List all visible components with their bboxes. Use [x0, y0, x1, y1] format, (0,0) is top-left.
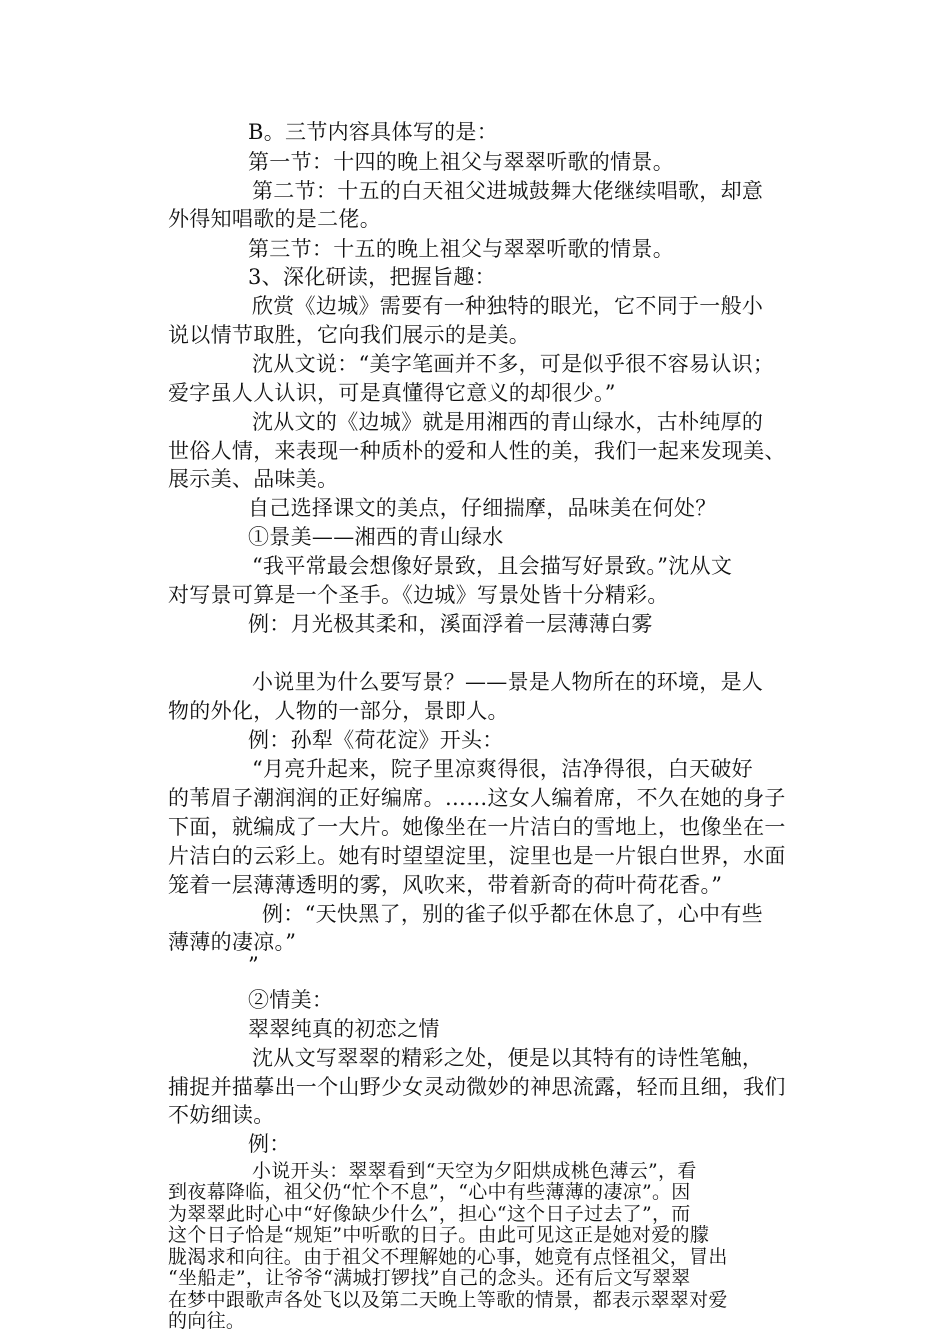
text-line: 第二节：十五的白天祖父进城鼓舞大佬继续唱歌，却意 [252, 179, 764, 203]
text-line: ①景美——湘西的青山绿水 [248, 525, 504, 549]
text-line: 这个日子恰是“规矩”中听歌的日子。由此可见这正是她对爱的朦 [168, 1224, 710, 1247]
text-line: “坐船走”，让爷爷“满城打锣找”自己的念头。还有后文写翠翠 [168, 1267, 691, 1290]
text-line: 外得知唱歌的是二佬。 [168, 207, 381, 231]
text-line: 的苇眉子潮润润的正好编席。……这女人编着席，不久在她的身子 [168, 786, 786, 810]
text-line: 小说里为什么要写景？——景是人物所在的环境，是人 [252, 670, 764, 694]
text-line: 第一节：十四的晚上祖父与翠翠听歌的情景。 [248, 150, 674, 174]
text-line: ” [248, 953, 260, 977]
text-line: 对写景可算是一个圣手。《边城》写景处皆十分精彩。 [168, 583, 669, 607]
text-line: 自己选择课文的美点，仔细揣摩，品味美在何处？ [248, 496, 717, 520]
text-line: 第三节：十五的晚上祖父与翠翠听歌的情景。 [248, 237, 674, 261]
text-line: 在梦中跟歌声各处飞以及第二天晚上等歌的情景，都表示翠翠对爱 [168, 1288, 728, 1311]
text-line: 胧渴求和向往。由于祖父不理解她的心事，她竟有点怪祖父，冒出 [168, 1245, 728, 1268]
text-line: 欣赏《边城》需要有一种独特的眼光，它不同于一般小 [252, 294, 764, 318]
text-line: 例：孙犁《荷花淀》开头： [248, 728, 504, 752]
text-line: 爱字虽人人认识，可是真懂得它意义的却很少。” [168, 381, 616, 405]
text-line: 捕捉并描摹出一个山野少女灵动微妙的神思流露，轻而且细，我们 [168, 1075, 786, 1099]
text-line: “月亮升起来，院子里凉爽得很，洁净得很，白天破好 [252, 757, 753, 781]
text-line: 片洁白的云彩上。她有时望望淀里，淀里也是一片银白世界，水面 [168, 844, 786, 868]
text-line: 展示美、品味美。 [168, 467, 339, 491]
text-line: 下面，就编成了一大片。她像坐在一片洁白的雪地上，也像坐在一 [168, 815, 786, 839]
text-line: 例：月光极其柔和，溪面浮着一层薄薄白雾 [248, 612, 653, 636]
text-line: ②情美： [248, 988, 334, 1012]
text-line: 小说开头：翠翠看到“天空为夕阳烘成桃色薄云”，看 [252, 1160, 697, 1182]
text-line: 为翠翠此时心中“好像缺少什么”，担心“这个日子过去了”，而 [168, 1202, 691, 1225]
text-line: 笼着一层薄薄透明的雾，风吹来，带着新奇的荷叶荷花香。” [168, 873, 723, 897]
text-line: 到夜幕降临，祖父仍“忙个不息”，“心中有些薄薄的凄凉”。因 [168, 1181, 691, 1204]
text-line: 不妨细读。 [168, 1103, 275, 1127]
text-line: 3、深化研读，把握旨趣： [248, 265, 496, 289]
text-line: 例：“天快黑了，别的雀子似乎都在休息了，心中有些 [262, 902, 763, 926]
text-line: 例： [248, 1132, 291, 1156]
text-line: 沈从文说：“美字笔画并不多，可是似乎很不容易认识； [252, 352, 775, 376]
text-line: 薄薄的凄凉。” [168, 930, 297, 954]
text-line: 翠翠纯真的初恋之情 [248, 1017, 440, 1041]
text-line: “我平常最会想像好景致，且会描写好景致。”沈从文 [252, 554, 733, 578]
text-line: 沈从文写翠翠的精彩之处，便是以其特有的诗性笔触， [252, 1046, 764, 1070]
text-line: 的向往。 [168, 1310, 246, 1332]
text-line: 沈从文的《边城》就是用湘西的青山绿水，古朴纯厚的 [252, 410, 764, 434]
text-line: 世俗人情，来表现一种质朴的爱和人性的美，我们一起来发现美、 [168, 439, 786, 463]
text-line: 物的外化，人物的一部分，景即人。 [168, 699, 509, 723]
text-line: 说以情节取胜，它向我们展示的是美。 [168, 323, 531, 347]
text-line: B。三节内容具体写的是： [248, 120, 499, 144]
